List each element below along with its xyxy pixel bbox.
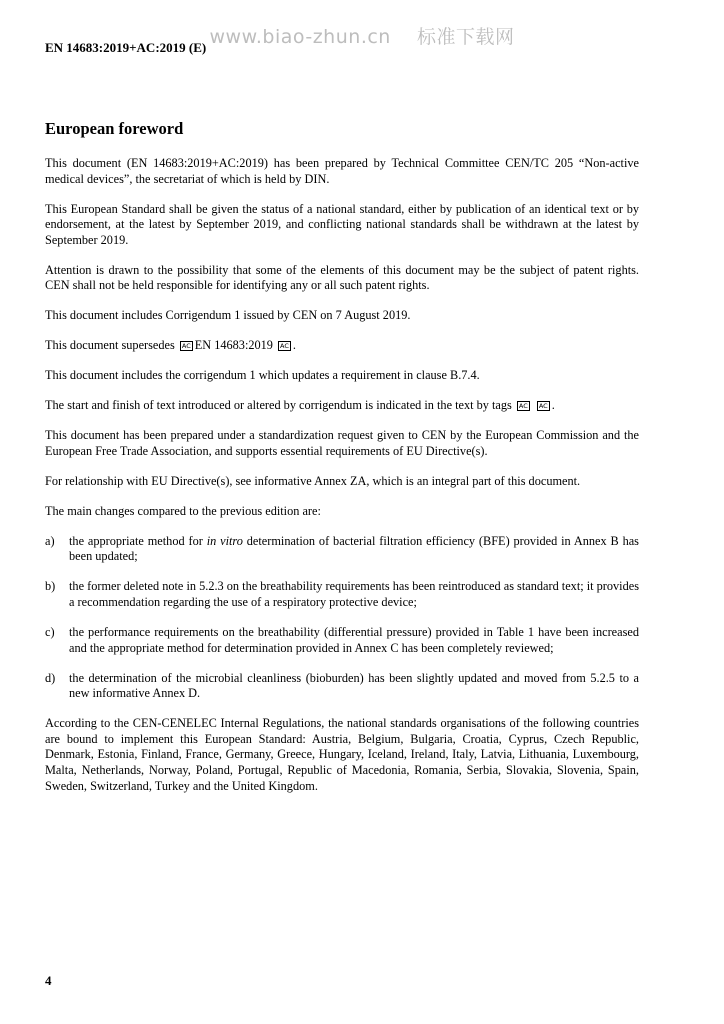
paragraph-corrigendum-issued: This document includes Corrigendum 1 issued by CEN on 7 August 2019. bbox=[45, 308, 411, 323]
superseded-standard-ref: EN 14683:2019 bbox=[194, 338, 273, 353]
ac-start-tag-icon: AC bbox=[518, 402, 528, 411]
supersedes-text: This document supersedes bbox=[45, 338, 175, 353]
tags-note-end: . bbox=[551, 398, 555, 413]
list-item-label: b) bbox=[45, 579, 56, 594]
ac-end-tag-icon: AC bbox=[280, 342, 289, 351]
change-a-text-start: the appropriate method for bbox=[69, 533, 207, 548]
list-item-text bbox=[69, 534, 639, 565]
document-id-header: EN 14683:2019+AC:2019 (E) bbox=[45, 40, 207, 55]
list-item-text: the determination of the microbial cleanliness (bioburden) has been slightly updated and moved from 5.2.5 to a new informative Annex D. bbox=[69, 670, 639, 701]
paragraph-main-changes-intro: The main changes compared to the previous edition are: bbox=[45, 503, 321, 518]
watermark: www.biao-zhun.cn 标准下载网 bbox=[209, 26, 515, 48]
list-item bbox=[45, 625, 639, 656]
paragraph-patent-rights: Attention is drawn to the possibility that some of the elements of this document may be the subject of patent rights. CEN shall not be held responsible for identifying any or all such patent rights. bbox=[45, 262, 639, 293]
list-item bbox=[45, 579, 639, 610]
ac-end-tag-icon: AC bbox=[538, 402, 548, 411]
paragraph-committee: This document (EN 14683:2019+AC:2019) has been prepared by Technical Committee CEN/TC 205 “Non-active medical devices”, the secretariat of which is held by DIN. bbox=[45, 156, 639, 186]
supersedes-end: . bbox=[292, 338, 296, 353]
paragraph-standardization-request: This document has been prepared under a standardization request given to CEN by the European Commission and the European Free Trade Association, and supports essential requirements of EU Directive(s). bbox=[45, 428, 639, 458]
foreword-body bbox=[45, 156, 639, 808]
page-number: 4 bbox=[45, 973, 52, 988]
paragraph-tags-note bbox=[45, 398, 639, 414]
tags-note-text: The start and finish of text introduced or altered by corrigendum is indicated in the text by tags bbox=[45, 398, 512, 413]
paragraph-national-status: This European Standard shall be given the status of a national standard, either by publication of an identical text or by endorsement, at the latest by September 2019, and conflicting national standards shall be withdrawn at the latest by September 2019. bbox=[45, 201, 639, 247]
list-item-label: a) bbox=[45, 533, 55, 548]
paragraph-cen-cenelec-countries: According to the CEN-CENELEC Internal Regulations, the national standards organisations of the following countries are bound to implement this European Standard: Austria, Belgium, Bulgaria, Croatia, Cyprus, Czech Republic, Denmark, Estonia, Finland, France, Germany, Greece, Hungary, Iceland, Ireland, Italy, Latvia, Lithuania, Luxembourg, Malta, Netherlands, Norway, Poland, Portugal, Republic of Macedonia, Romania, Serbia, Slovakia, Slovenia, Spain, Sweden, Switzerland, Turkey and the United Kingdom. bbox=[45, 716, 639, 793]
paragraph-eu-directive: For relationship with EU Directive(s), see informative Annex ZA, which is an integral part of this document. bbox=[45, 473, 581, 488]
change-a-italic: in vitro bbox=[206, 533, 243, 548]
list-item-label: d) bbox=[45, 670, 56, 685]
list-item-label: c) bbox=[45, 624, 55, 639]
section-title: European foreword bbox=[45, 119, 184, 138]
list-item-text: the performance requirements on the breathability (differential pressure) provided in Table 1 have been increased and the appropriate method for determination provided in Annex C has been completely reviewed; bbox=[69, 624, 639, 655]
change-a-text-end: determination of bacterial filtration efficiency (BFE) provided in Annex B has been updated; bbox=[69, 533, 639, 564]
paragraph-corrigendum-update: This document includes the corrigendum 1 which updates a requirement in clause B.7.4. bbox=[45, 368, 480, 383]
list-item bbox=[45, 534, 639, 565]
paragraph-supersedes bbox=[45, 338, 639, 354]
list-item-text: the former deleted note in 5.2.3 on the breathability requirements has been reintroduced as standard text; it provides a recommendation regarding the use of a respiratory protective device; bbox=[69, 579, 639, 609]
list-item bbox=[45, 671, 639, 702]
ac-start-tag-icon: AC bbox=[181, 342, 191, 351]
